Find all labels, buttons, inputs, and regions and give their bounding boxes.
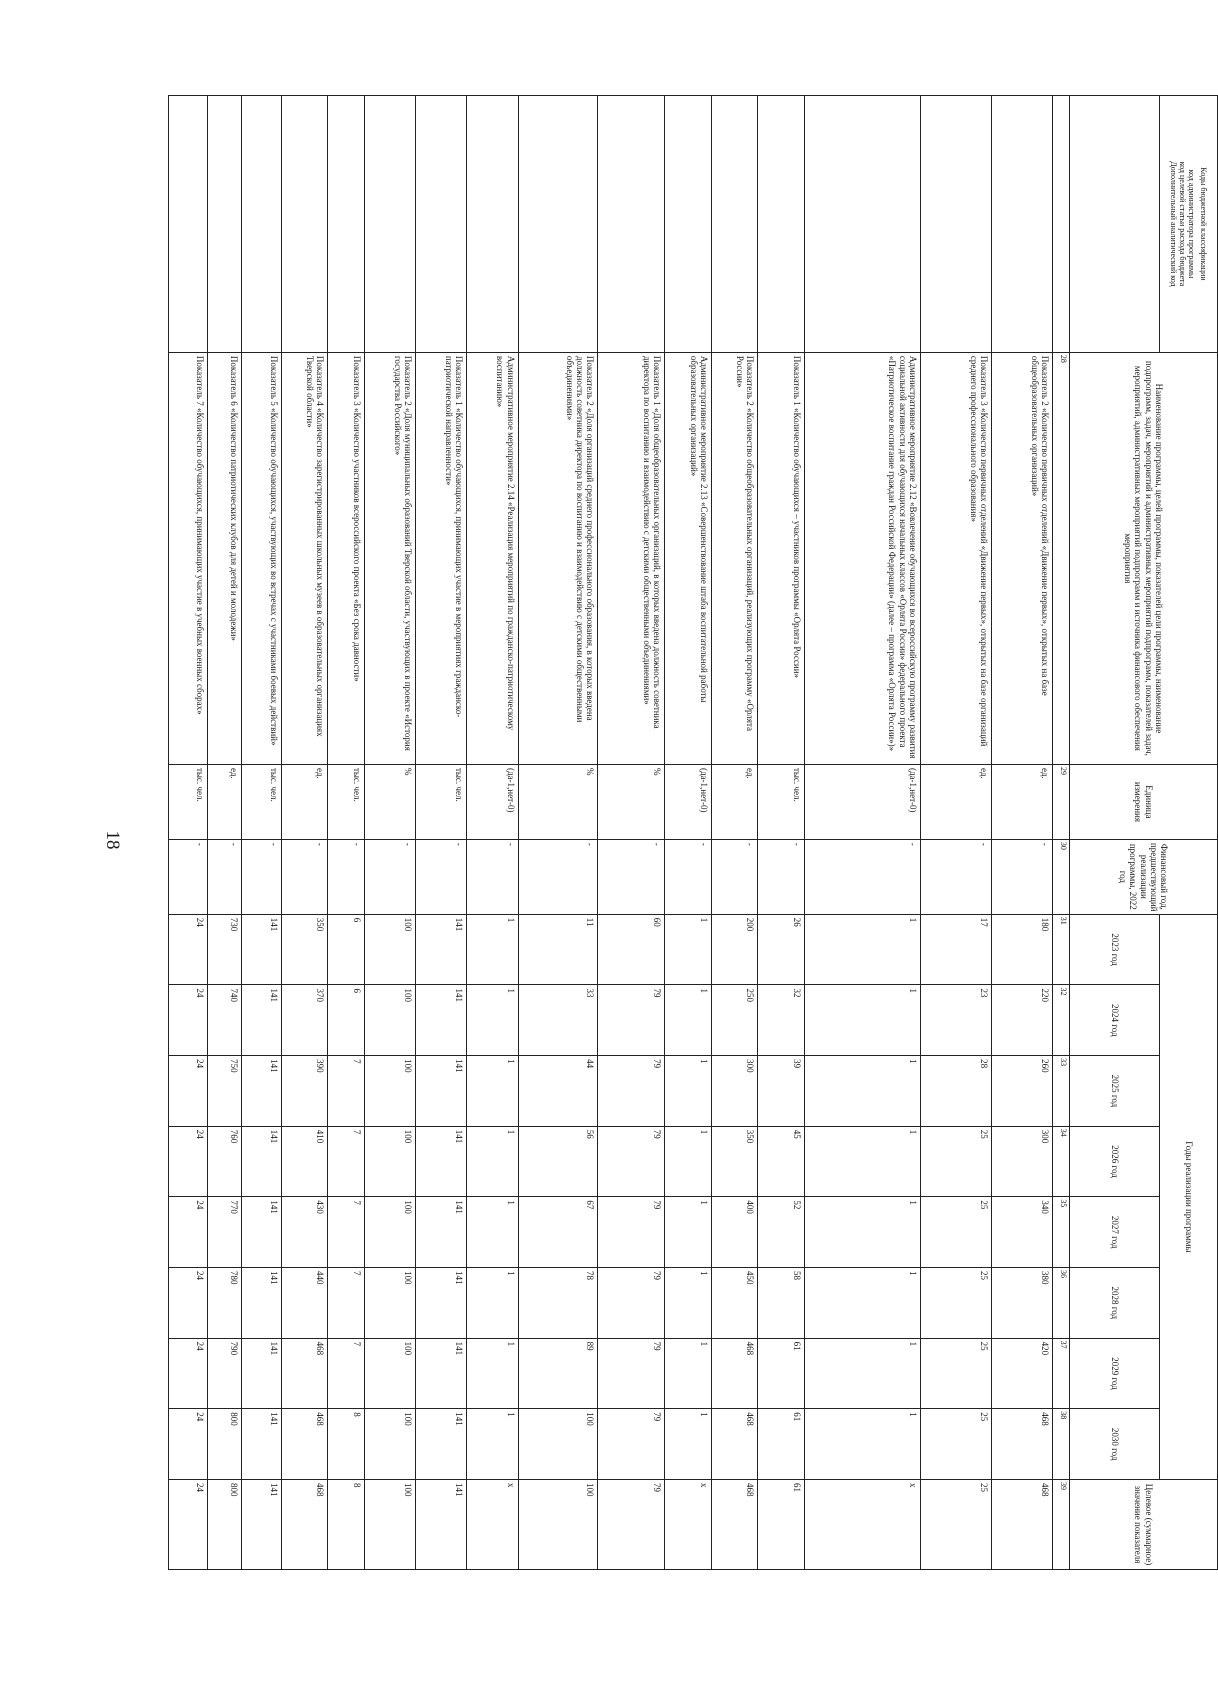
- row-year-value: 1: [804, 1268, 920, 1339]
- year-2026-header: 2026 год: [1070, 1126, 1160, 1197]
- page-number: 18: [102, 830, 123, 850]
- row-total-value: 141: [242, 1480, 281, 1570]
- row-year-value: 60: [598, 914, 665, 985]
- row-year-value: 11: [518, 914, 597, 985]
- budget-codes-header: Коды бюджетной классификации код администратора программы код целевой статьи расхода бюджета Дополнительный аналитический код: [1160, 96, 1218, 353]
- col-num: 39: [1053, 1480, 1070, 1570]
- table-row: [416, 96, 467, 1570]
- row-year-value: 141: [242, 1338, 281, 1409]
- row-year-value: 1: [467, 1197, 518, 1268]
- row-total-value: 79: [598, 1480, 665, 1570]
- year-2027-header: 2027 год: [1070, 1197, 1160, 1268]
- row-year-value: 56: [518, 1126, 597, 1197]
- table-row: [364, 96, 415, 1570]
- row-name: Показатель 1 «Доля общеобразовательных организаций, в которых введена должность советника директора по воспитанию и взаимодействию с детскими общественными объединениями»: [598, 352, 665, 764]
- row-base-value: -: [665, 839, 711, 914]
- table-row: [920, 96, 991, 1570]
- row-year-value: 250: [711, 985, 757, 1056]
- row-year-value: 25: [920, 1126, 991, 1197]
- row-year-value: 141: [242, 985, 281, 1056]
- row-year-value: 220: [991, 985, 1052, 1056]
- row-year-value: 7: [328, 1197, 365, 1268]
- col-num: 36: [1053, 1268, 1070, 1339]
- col-num: 29: [1053, 764, 1070, 839]
- row-year-value: 180: [991, 914, 1052, 985]
- row-year-value: 24: [169, 1268, 208, 1339]
- row-year-value: 440: [281, 1268, 327, 1339]
- row-year-value: 141: [416, 1197, 467, 1268]
- row-unit: ед.: [281, 764, 327, 839]
- table-row: [281, 96, 327, 1570]
- row-year-value: 25: [920, 1338, 991, 1409]
- row-year-value: 44: [518, 1056, 597, 1127]
- codes-cell: [416, 96, 467, 353]
- table-row: [328, 96, 365, 1570]
- row-year-value: 410: [281, 1126, 327, 1197]
- row-name: Административное мероприятие 2.13 «Совершенствование штаба воспитательной работы образовательных организаций»: [665, 352, 711, 764]
- row-total-value: 100: [518, 1480, 597, 1570]
- row-unit: (да-1,нет-0): [665, 764, 711, 839]
- row-year-value: 200: [711, 914, 757, 985]
- codes-cell: [518, 96, 597, 353]
- row-base-value: -: [804, 839, 920, 914]
- row-base-value: -: [364, 839, 415, 914]
- row-year-value: 78: [518, 1268, 597, 1339]
- row-year-value: 430: [281, 1197, 327, 1268]
- row-year-value: 79: [598, 1409, 665, 1480]
- row-year-value: 1: [665, 1126, 711, 1197]
- row-year-value: 141: [416, 985, 467, 1056]
- codes-subheader: [1070, 96, 1160, 353]
- row-year-value: 770: [208, 1197, 242, 1268]
- table-row: [208, 96, 242, 1570]
- row-year-value: 780: [208, 1268, 242, 1339]
- codes-cell: [208, 96, 242, 353]
- row-total-value: х: [665, 1480, 711, 1570]
- row-year-value: 24: [169, 1409, 208, 1480]
- row-year-value: 1: [804, 1056, 920, 1127]
- row-year-value: 380: [991, 1268, 1052, 1339]
- row-year-value: 141: [416, 1056, 467, 1127]
- row-base-value: -: [169, 839, 208, 914]
- table-row: [758, 96, 804, 1570]
- years-group-header: Годы реализации программы: [1160, 914, 1218, 1479]
- row-total-value: 24: [169, 1480, 208, 1570]
- table-frame: [168, 95, 1218, 1570]
- row-name: Показатель 3 «Количество участников всероссийского проекта «Без срока давности»: [328, 352, 365, 764]
- row-unit: %: [364, 764, 415, 839]
- row-name: Показатель 3 «Количество первичных отделений «Движение первых», открытых на базе организаций среднего профессионального образования»: [920, 352, 991, 764]
- row-base-value: -: [598, 839, 665, 914]
- row-total-value: 800: [208, 1480, 242, 1570]
- row-year-value: 100: [364, 1268, 415, 1339]
- row-year-value: 23: [920, 985, 991, 1056]
- row-unit: (да-1,нет-0): [467, 764, 518, 839]
- row-year-value: 1: [804, 1126, 920, 1197]
- codes-cell: [758, 96, 804, 353]
- row-year-value: 468: [281, 1338, 327, 1409]
- row-year-value: 750: [208, 1056, 242, 1127]
- row-total-value: 61: [758, 1480, 804, 1570]
- row-year-value: 1: [804, 1338, 920, 1409]
- row-year-value: 79: [598, 1197, 665, 1268]
- row-name: Показатель 2 «Доля муниципальных образований Тверской области, участвующих в проекте «История государства Российского»: [364, 352, 415, 764]
- row-year-value: 39: [758, 1056, 804, 1127]
- row-year-value: 141: [416, 1409, 467, 1480]
- row-year-value: 58: [758, 1268, 804, 1339]
- year-2025-header: 2025 год: [1070, 1056, 1160, 1127]
- row-year-value: 89: [518, 1338, 597, 1409]
- col-num: 37: [1053, 1338, 1070, 1409]
- table-row: [991, 96, 1052, 1570]
- row-year-value: 100: [364, 1338, 415, 1409]
- row-unit: тыс. чел.: [758, 764, 804, 839]
- col-num: 33: [1053, 1056, 1070, 1127]
- row-year-value: 7: [328, 1056, 365, 1127]
- row-total-value: 468: [991, 1480, 1052, 1570]
- year-2023-header: 2023 год: [1070, 914, 1160, 985]
- row-unit: %: [518, 764, 597, 839]
- table-row: [804, 96, 920, 1570]
- row-year-value: 24: [169, 985, 208, 1056]
- row-year-value: 8: [328, 1409, 365, 1480]
- row-year-value: 6: [328, 914, 365, 985]
- row-year-value: 61: [758, 1338, 804, 1409]
- row-year-value: 7: [328, 1126, 365, 1197]
- row-year-value: 24: [169, 914, 208, 985]
- col-num: 32: [1053, 985, 1070, 1056]
- row-name: Административное мероприятие 2.12 «Вовлечение обучающихся во всероссийскую программу развития социальной активности для обучающихся начальных классов «Орлята России» федерального проекта «Патриотическое воспитание граждан Российской Федерации» (далее – программа «Орлята России»)»: [804, 352, 920, 764]
- row-year-value: 25: [920, 1268, 991, 1339]
- row-year-value: 740: [208, 985, 242, 1056]
- col-num: 30: [1053, 839, 1070, 914]
- row-total-value: 468: [711, 1480, 757, 1570]
- codes-cell: [711, 96, 757, 353]
- codes-cell: [169, 96, 208, 353]
- row-year-value: 1: [665, 1268, 711, 1339]
- row-year-value: 300: [711, 1056, 757, 1127]
- row-year-value: 32: [758, 985, 804, 1056]
- row-year-value: 1: [804, 1197, 920, 1268]
- row-year-value: 1: [804, 1409, 920, 1480]
- codes-cell: [598, 96, 665, 353]
- row-unit: ед.: [711, 764, 757, 839]
- row-base-value: -: [328, 839, 365, 914]
- row-name: Показатель 5 «Количество обучающихся, участвующих во встречах с участниками боевых действий»: [242, 352, 281, 764]
- row-year-value: 100: [364, 1197, 415, 1268]
- row-year-value: 28: [920, 1056, 991, 1127]
- row-year-value: 141: [416, 1338, 467, 1409]
- row-base-value: -: [711, 839, 757, 914]
- row-base-value: -: [467, 839, 518, 914]
- codes-cell: [920, 96, 991, 353]
- codes-cell: [328, 96, 365, 353]
- row-year-value: 1: [665, 1197, 711, 1268]
- row-year-value: 141: [242, 1197, 281, 1268]
- codes-cell: [665, 96, 711, 353]
- year-2029-header: 2029 год: [1070, 1338, 1160, 1409]
- row-year-value: 340: [991, 1197, 1052, 1268]
- row-name: Показатель 2 «Количество первичных отделений «Движение первых», открытых на базе общеобразовательных организаций»: [991, 352, 1052, 764]
- row-year-value: 26: [758, 914, 804, 985]
- row-year-value: 61: [758, 1409, 804, 1480]
- row-year-value: 800: [208, 1409, 242, 1480]
- final-value-column-header: Целевое (суммарное) значение показателя: [1070, 1480, 1218, 1570]
- row-year-value: 100: [364, 1126, 415, 1197]
- row-unit: тыс. чел.: [328, 764, 365, 839]
- row-unit: ед.: [991, 764, 1052, 839]
- row-year-value: 100: [364, 985, 415, 1056]
- row-year-value: 100: [364, 1056, 415, 1127]
- row-base-value: -: [281, 839, 327, 914]
- year-2028-header: 2028 год: [1070, 1268, 1160, 1339]
- base-year-column-header: Финансовый год, предшествующий реализации программы, 2022 год: [1070, 839, 1218, 914]
- row-name: Показатель 6 «Количество патриотических клубов для детей и молодежи»: [208, 352, 242, 764]
- row-year-value: 468: [281, 1409, 327, 1480]
- row-year-value: 300: [991, 1126, 1052, 1197]
- row-year-value: 24: [169, 1338, 208, 1409]
- row-unit: тыс. чел.: [416, 764, 467, 839]
- row-base-value: -: [518, 839, 597, 914]
- col-num-codes: [1053, 96, 1070, 353]
- row-name: Показатель 1 «Количество обучающихся, принимающих участие в мероприятиях гражданско-патриотической направленности»: [416, 352, 467, 764]
- col-num: 38: [1053, 1409, 1070, 1480]
- row-base-value: -: [416, 839, 467, 914]
- row-year-value: 1: [467, 1056, 518, 1127]
- row-unit: тыс. чел.: [242, 764, 281, 839]
- row-year-value: 25: [920, 1197, 991, 1268]
- row-year-value: 1: [467, 1338, 518, 1409]
- row-year-value: 79: [598, 1126, 665, 1197]
- row-year-value: 350: [281, 914, 327, 985]
- col-num: 34: [1053, 1126, 1070, 1197]
- row-year-value: 79: [598, 1056, 665, 1127]
- row-year-value: 390: [281, 1056, 327, 1127]
- row-year-value: 33: [518, 985, 597, 1056]
- row-name: Показатель 2 «Количество общеобразовательных организаций, реализующих программу «Орлята России»: [711, 352, 757, 764]
- year-2024-header: 2024 год: [1070, 985, 1160, 1056]
- row-year-value: 24: [169, 1126, 208, 1197]
- row-year-value: 450: [711, 1268, 757, 1339]
- row-total-value: х: [804, 1480, 920, 1570]
- row-base-value: -: [920, 839, 991, 914]
- row-name: Показатель 4 «Количество зарегистрированных школьных музеев в образовательных организациях Тверской области»: [281, 352, 327, 764]
- row-year-value: 67: [518, 1197, 597, 1268]
- codes-cell: [467, 96, 518, 353]
- row-unit: %: [598, 764, 665, 839]
- row-year-value: 141: [242, 1126, 281, 1197]
- row-base-value: -: [991, 839, 1052, 914]
- row-year-value: 760: [208, 1126, 242, 1197]
- row-year-value: 1: [467, 1409, 518, 1480]
- table-row: [467, 96, 518, 1570]
- row-year-value: 141: [416, 1268, 467, 1339]
- row-year-value: 1: [665, 1409, 711, 1480]
- row-base-value: -: [208, 839, 242, 914]
- row-total-value: 141: [416, 1480, 467, 1570]
- row-year-value: 141: [416, 1126, 467, 1197]
- row-unit: ед.: [920, 764, 991, 839]
- row-year-value: 1: [804, 914, 920, 985]
- row-year-value: 100: [364, 914, 415, 985]
- row-year-value: 7: [328, 1338, 365, 1409]
- row-year-value: 52: [758, 1197, 804, 1268]
- row-year-value: 1: [665, 1338, 711, 1409]
- row-base-value: -: [242, 839, 281, 914]
- row-year-value: 468: [711, 1409, 757, 1480]
- codes-cell: [804, 96, 920, 353]
- row-year-value: 790: [208, 1338, 242, 1409]
- row-total-value: 100: [364, 1480, 415, 1570]
- year-2030-header: 2030 год: [1070, 1409, 1160, 1480]
- row-year-value: 79: [598, 985, 665, 1056]
- row-year-value: 79: [598, 1268, 665, 1339]
- program-indicators-table: [168, 95, 1218, 1570]
- row-year-value: 1: [665, 985, 711, 1056]
- row-year-value: 370: [281, 985, 327, 1056]
- row-year-value: 24: [169, 1056, 208, 1127]
- row-total-value: 468: [281, 1480, 327, 1570]
- table-row: [169, 96, 208, 1570]
- row-year-value: 25: [920, 1409, 991, 1480]
- name-column-header: Наименование программы, целей программы, показателей цели программы, наименование подпрограмм, задач, мероприятий и административных мероприятий подпрограмм, показателей задач, мероприятий, административных мероприятий подпрограмм и источника финансового обеспечения мероприятия: [1070, 352, 1218, 764]
- row-year-value: 141: [242, 1409, 281, 1480]
- row-unit: тыс. чел.: [169, 764, 208, 839]
- table-row: [711, 96, 757, 1570]
- row-year-value: 1: [804, 985, 920, 1056]
- rotated-table: [168, 95, 1218, 1570]
- row-unit: ед.: [208, 764, 242, 839]
- row-year-value: 141: [416, 914, 467, 985]
- row-total-value: 8: [328, 1480, 365, 1570]
- row-year-value: 1: [467, 1268, 518, 1339]
- col-num: 35: [1053, 1197, 1070, 1268]
- row-total-value: 25: [920, 1480, 991, 1570]
- row-year-value: 100: [518, 1409, 597, 1480]
- col-num: 28: [1053, 352, 1070, 764]
- row-year-value: 6: [328, 985, 365, 1056]
- col-num: 31: [1053, 914, 1070, 985]
- row-year-value: 141: [242, 914, 281, 985]
- column-number-row: [1053, 96, 1070, 1570]
- table-row: [518, 96, 597, 1570]
- row-year-value: 350: [711, 1126, 757, 1197]
- row-name: Показатель 2 «Доля организаций среднего профессионального образования, в которых введена должность советника директора по воспитанию и взаимодействию с детскими общественными объединениями»: [518, 352, 597, 764]
- row-base-value: -: [758, 839, 804, 914]
- row-year-value: 141: [242, 1268, 281, 1339]
- row-year-value: 100: [364, 1409, 415, 1480]
- row-year-value: 1: [467, 914, 518, 985]
- table-row: [665, 96, 711, 1570]
- row-name: Показатель 7 «Количество обучающихся, принимающих участие в учебных военных сборах»: [169, 352, 208, 764]
- row-year-value: 79: [598, 1338, 665, 1409]
- row-total-value: х: [467, 1480, 518, 1570]
- row-year-value: 400: [711, 1197, 757, 1268]
- row-unit: (да-1,нет-0): [804, 764, 920, 839]
- row-year-value: 1: [665, 914, 711, 985]
- table-row: [598, 96, 665, 1570]
- row-year-value: 468: [991, 1409, 1052, 1480]
- codes-cell: [991, 96, 1052, 353]
- row-year-value: 730: [208, 914, 242, 985]
- codes-cell: [364, 96, 415, 353]
- row-year-value: 141: [242, 1056, 281, 1127]
- codes-cell: [281, 96, 327, 353]
- row-name: Административное мероприятие 2.14 «Реализация мероприятий по гражданско-патриотическому воспитанию»: [467, 352, 518, 764]
- row-year-value: 1: [665, 1056, 711, 1127]
- row-year-value: 24: [169, 1197, 208, 1268]
- row-year-value: 17: [920, 914, 991, 985]
- row-year-value: 45: [758, 1126, 804, 1197]
- table-row: [242, 96, 281, 1570]
- codes-cell: [242, 96, 281, 353]
- row-year-value: 420: [991, 1338, 1052, 1409]
- row-year-value: 260: [991, 1056, 1052, 1127]
- row-year-value: 1: [467, 1126, 518, 1197]
- unit-column-header: Единица измерения: [1070, 764, 1218, 839]
- row-year-value: 7: [328, 1268, 365, 1339]
- row-name: Показатель 1 «Количество обучающихся – участников программы «Орлята России»: [758, 352, 804, 764]
- table-body: [169, 96, 1053, 1570]
- row-year-value: 1: [467, 985, 518, 1056]
- row-year-value: 468: [711, 1338, 757, 1409]
